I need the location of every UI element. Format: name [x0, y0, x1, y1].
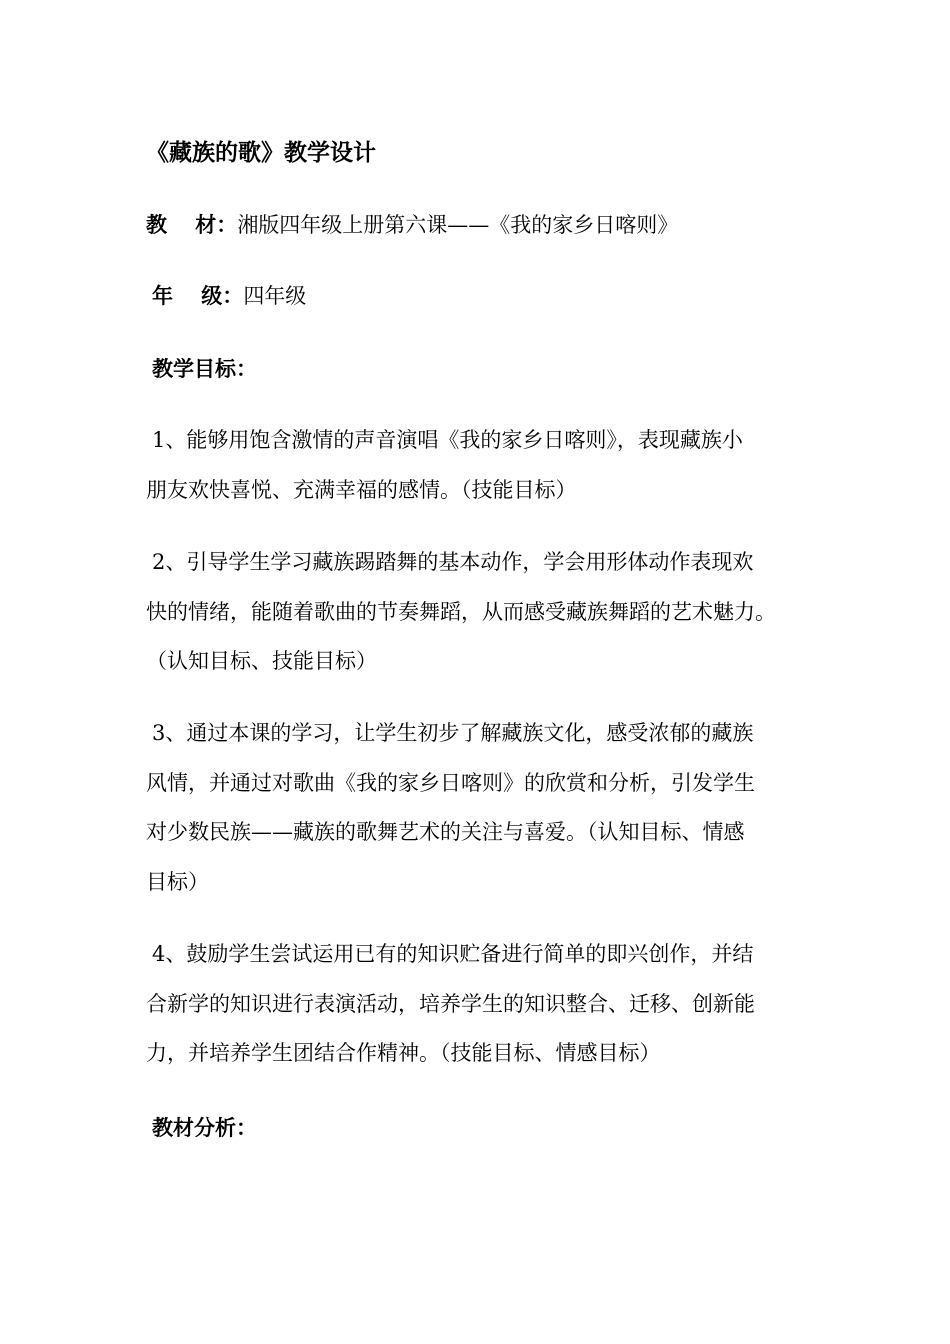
objective-2-line-2: 快的情绪，能随着歌曲的节奏舞蹈，从而感受藏族舞蹈的艺术魅力。 — [146, 600, 776, 624]
grade-value: 四年级 — [243, 284, 307, 308]
textbook-label: 教 材： — [146, 212, 238, 237]
objective-4-line-3: 力，并培养学生团结合作精神。（技能目标、情感目标） — [146, 1041, 661, 1065]
objective-3-line-3: 对少数民族——藏族的歌舞艺术的关注与喜爱。（认知目标、情感 — [146, 820, 745, 844]
objective-4-line-2: 合新学的知识进行表演活动，培养学生的知识整合、迁移、创新能 — [146, 992, 755, 1016]
document-title: 《藏族的歌》教学设计 — [146, 139, 376, 166]
objective-4-line-1: 4、鼓励学生尝试运用已有的知识贮备进行简单的即兴创作，并结 — [152, 942, 754, 966]
objective-1-line-1: 1、能够用饱含激情的声音演唱《我的家乡日喀则》，表现藏族小 — [152, 428, 743, 452]
objective-3-line-2: 风情，并通过对歌曲《我的家乡日喀则》的欣赏和分析，引发学生 — [146, 771, 755, 795]
objective-2-line-1: 2、引导学生学习藏族踢踏舞的基本动作，学会用形体动作表现欢 — [152, 550, 754, 574]
textbook-row — [146, 214, 678, 236]
objective-3-line-1: 3、通过本课的学习，让学生初步了解藏族文化，感受浓郁的藏族 — [152, 721, 754, 745]
analysis-heading: 教材分析： — [152, 1115, 257, 1140]
grade-label: 年 级： — [152, 283, 244, 308]
objective-2-line-3: （认知目标、技能目标） — [146, 649, 377, 673]
objective-1-line-2: 朋友欢快喜悦、充满幸福的感情。（技能目标） — [146, 478, 577, 502]
objectives-heading: 教学目标： — [152, 356, 257, 381]
grade-row — [152, 285, 306, 307]
textbook-value: 湘版四年级上册第六课——《我的家乡日喀则》 — [237, 213, 679, 237]
objective-3-line-4: 目标） — [146, 870, 209, 894]
